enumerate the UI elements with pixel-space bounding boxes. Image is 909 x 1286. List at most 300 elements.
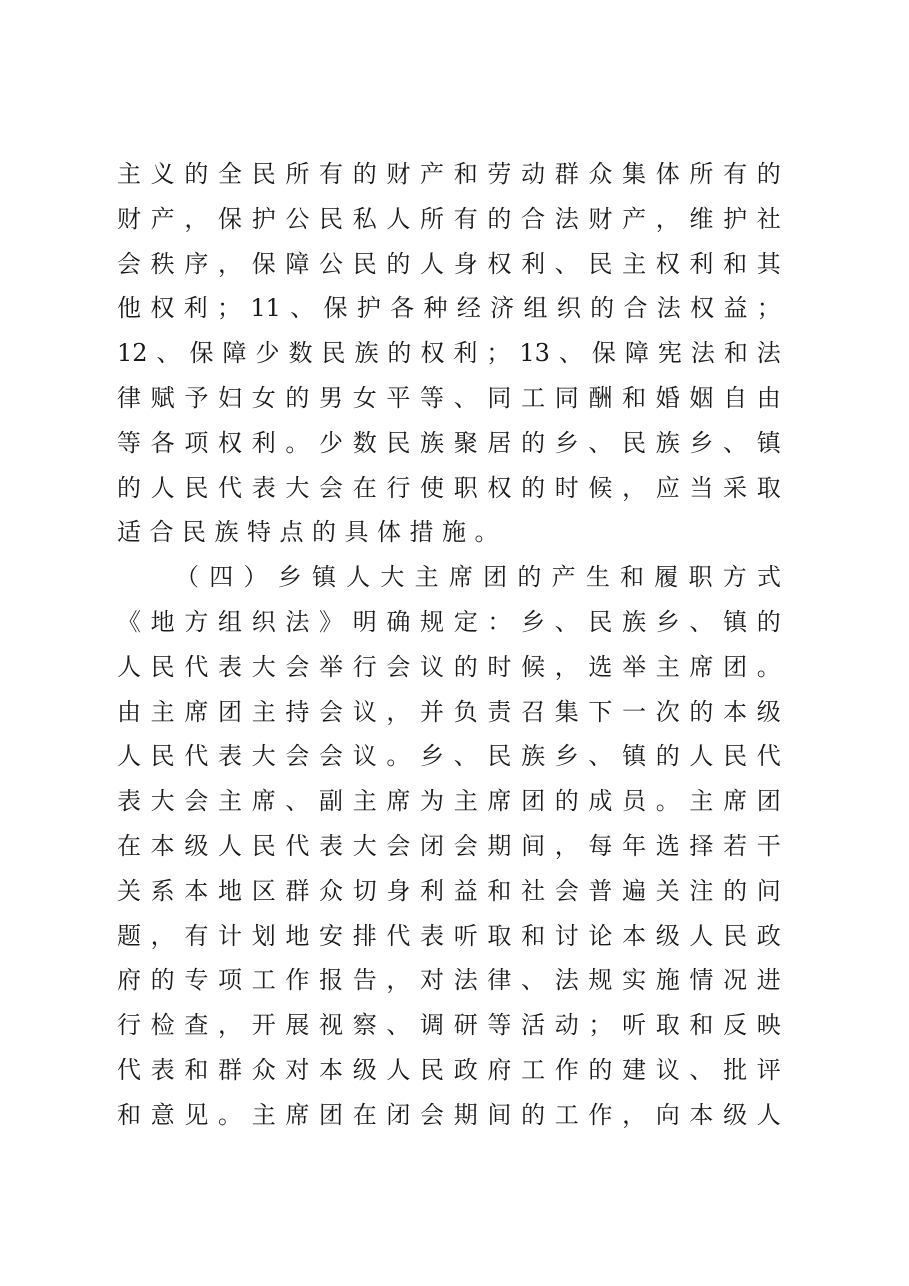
glyph: 的: [487, 204, 512, 233]
glyph: 的: [184, 160, 209, 188]
glyph: 所: [420, 204, 445, 233]
glyph: 普: [588, 876, 613, 905]
glyph: 镇: [756, 428, 781, 457]
glyph: ；: [588, 1011, 613, 1040]
glyph: 为: [420, 787, 445, 816]
glyph: 镇: [311, 563, 336, 592]
glyph: 利: [183, 294, 208, 323]
glyph: 计: [218, 921, 243, 950]
glyph: 定: [453, 607, 478, 636]
glyph: 级: [184, 831, 209, 860]
glyph: 群: [285, 876, 310, 905]
glyph: 一: [622, 697, 647, 726]
glyph: 人: [218, 831, 243, 860]
glyph: 民: [588, 249, 613, 278]
glyph: 群: [554, 160, 579, 188]
text-line: [117, 779, 781, 824]
glyph: 保: [323, 294, 348, 323]
glyph: 见: [184, 1100, 209, 1129]
glyph: 团: [521, 787, 546, 816]
glyph: 告: [352, 966, 377, 995]
glyph: 利: [251, 428, 276, 457]
glyph: 会: [285, 742, 310, 771]
glyph: 时: [487, 652, 512, 681]
glyph: 会: [554, 876, 579, 905]
glyph: 本: [319, 1055, 344, 1084]
glyph: 团: [756, 787, 781, 816]
glyph: 保: [189, 339, 214, 368]
glyph: 况: [723, 966, 748, 995]
glyph: 的: [387, 339, 412, 368]
glyph: 、: [723, 428, 748, 457]
glyph: 向: [655, 1100, 680, 1129]
glyph: 益: [453, 876, 478, 905]
glyph: 代: [184, 742, 209, 771]
glyph: 代: [285, 831, 310, 860]
glyph: 乡: [554, 428, 579, 457]
glyph: ，: [622, 1100, 647, 1129]
glyph: 听: [622, 1011, 647, 1040]
glyph: 、: [554, 249, 579, 278]
glyph: 行: [386, 473, 411, 502]
glyph: 民: [319, 204, 344, 233]
glyph: 每: [588, 831, 613, 860]
glyph: 民: [420, 1055, 445, 1084]
glyph: ；: [216, 294, 241, 323]
glyph: 集: [554, 697, 579, 726]
glyph: 身: [453, 249, 478, 278]
glyph: 在: [352, 473, 377, 502]
glyph: 表: [150, 1055, 175, 1084]
glyph: 产: [420, 160, 445, 188]
glyph: 期: [453, 1100, 478, 1129]
glyph: 动: [521, 160, 546, 188]
glyph: 表: [218, 742, 243, 771]
text-line: [117, 331, 781, 376]
glyph: 大: [380, 563, 405, 592]
glyph: 采: [723, 473, 748, 502]
glyph: 乡: [689, 428, 714, 457]
glyph: 等: [420, 383, 445, 412]
glyph: 取: [655, 1011, 680, 1040]
glyph: 组: [523, 294, 548, 323]
glyph: 所: [689, 160, 714, 188]
glyph: 各: [150, 428, 175, 457]
text-line: [117, 421, 781, 466]
glyph: 明: [352, 607, 377, 636]
glyph: 财: [386, 160, 411, 188]
glyph: 当: [689, 473, 714, 502]
glyph: 由: [756, 383, 781, 412]
glyph: 府: [117, 966, 141, 995]
glyph: 大: [285, 473, 310, 502]
glyph: 的: [521, 428, 546, 457]
glyph: 主: [655, 652, 680, 681]
glyph: 表: [117, 787, 141, 816]
glyph: 间: [521, 831, 546, 860]
glyph: 闭: [386, 1100, 411, 1129]
glyph: 择: [689, 831, 714, 860]
glyph: 。: [655, 787, 680, 816]
glyph: 族: [521, 742, 546, 771]
glyph: 级: [723, 1100, 748, 1129]
glyph: 席: [689, 652, 714, 681]
glyph: 时: [554, 473, 579, 502]
glyph: 席: [723, 787, 748, 816]
glyph: 使: [420, 473, 445, 502]
glyph: 律: [117, 383, 141, 412]
glyph: 经: [456, 294, 481, 323]
glyph: 律: [487, 966, 512, 995]
glyph: 员: [622, 787, 647, 816]
glyph: 地: [285, 921, 310, 950]
glyph: ，: [655, 204, 680, 233]
glyph: 济: [490, 294, 515, 323]
glyph: 的: [150, 966, 175, 995]
glyph: 男: [319, 383, 344, 412]
glyph: 、: [453, 742, 478, 771]
glyph: 少: [319, 428, 344, 457]
glyph: 组: [218, 607, 243, 636]
glyph: ）: [243, 563, 268, 592]
glyph: 取: [487, 921, 512, 950]
glyph: 席: [448, 563, 473, 592]
glyph: 情: [689, 966, 714, 995]
glyph: 会: [184, 787, 209, 816]
glyph: 镇: [723, 607, 748, 636]
glyph: 《: [117, 607, 141, 636]
glyph: 公: [319, 249, 344, 278]
glyph: 产: [622, 204, 647, 233]
glyph: 下: [588, 697, 613, 726]
glyph: 会: [285, 652, 310, 681]
glyph: 有: [319, 160, 344, 188]
glyph: 项: [184, 428, 209, 457]
glyph: 13: [519, 339, 550, 368]
glyph: 和: [487, 876, 512, 905]
glyph: 动: [554, 1011, 579, 1040]
text-line: [117, 242, 781, 287]
glyph: 府: [487, 1055, 512, 1084]
glyph: 大: [150, 787, 175, 816]
glyph: 居: [487, 428, 512, 457]
glyph: 级: [655, 921, 680, 950]
glyph: 12: [117, 339, 148, 368]
glyph: 问: [756, 876, 781, 905]
glyph: 合: [521, 204, 546, 233]
glyph: 主: [414, 563, 439, 592]
glyph: 划: [251, 921, 276, 950]
glyph: 候: [588, 473, 613, 502]
glyph: 的: [386, 249, 411, 278]
glyph: 展: [285, 1011, 310, 1040]
glyph: ：: [487, 607, 512, 636]
glyph: 议: [420, 652, 445, 681]
glyph: 。: [218, 1100, 243, 1129]
glyph: 法: [453, 966, 478, 995]
glyph: 建: [622, 1055, 647, 1084]
glyph: 遍: [622, 876, 647, 905]
glyph: 民: [723, 742, 748, 771]
glyph: 工: [521, 1055, 546, 1084]
glyph: 人: [117, 652, 141, 681]
glyph: 主: [251, 1100, 276, 1129]
glyph: 系: [150, 876, 175, 905]
glyph: 法: [554, 204, 579, 233]
glyph: 和: [521, 921, 546, 950]
glyph: 作: [588, 1100, 613, 1129]
glyph: 会: [386, 831, 411, 860]
glyph: 民: [386, 428, 411, 457]
glyph: 闭: [420, 831, 445, 860]
glyph: 大: [352, 831, 377, 860]
glyph: 听: [453, 921, 478, 950]
glyph: 。: [756, 652, 781, 681]
text-line: [117, 690, 781, 735]
glyph: 间: [487, 1100, 512, 1129]
glyph: 民: [487, 742, 512, 771]
glyph: 镇: [622, 742, 647, 771]
glyph: 序: [184, 249, 209, 278]
glyph: 主: [251, 697, 276, 726]
glyph: 报: [319, 966, 344, 995]
glyph: 权: [655, 249, 680, 278]
glyph: 本: [184, 876, 209, 905]
glyph: 会: [453, 831, 478, 860]
glyph: 题: [117, 921, 141, 950]
glyph: 干: [756, 831, 781, 860]
glyph: 实: [622, 966, 647, 995]
glyph: 女: [251, 383, 276, 412]
glyph: 人: [346, 563, 371, 592]
glyph: 社: [756, 204, 781, 233]
glyph: 自: [723, 383, 748, 412]
glyph: 权: [487, 249, 512, 278]
glyph: 反: [723, 1011, 748, 1040]
glyph: 工: [251, 966, 276, 995]
glyph: ，: [184, 204, 209, 233]
glyph: 体: [655, 160, 680, 188]
glyph: 职: [453, 473, 478, 502]
glyph: 的: [285, 383, 310, 412]
glyph: 主: [689, 787, 714, 816]
glyph: 平: [386, 383, 411, 412]
glyph: 选: [588, 652, 613, 681]
glyph: 、: [521, 966, 546, 995]
text-line: [117, 376, 781, 421]
glyph: 予: [184, 383, 209, 412]
text-line: [117, 152, 781, 197]
glyph: 身: [386, 876, 411, 905]
glyph: 等: [117, 428, 141, 457]
glyph: 权: [150, 294, 175, 323]
glyph: 四: [209, 563, 234, 592]
glyph: 席: [184, 697, 209, 726]
glyph: 产: [150, 204, 175, 233]
glyph: 察: [352, 1011, 377, 1040]
glyph: 席: [251, 787, 276, 816]
glyph: 权: [487, 473, 512, 502]
glyph: 会: [386, 652, 411, 681]
glyph: 工: [554, 1100, 579, 1129]
glyph: 全: [218, 160, 243, 188]
glyph: ，: [218, 1011, 243, 1040]
glyph: 乡: [521, 607, 546, 636]
glyph: 团: [218, 697, 243, 726]
glyph: 代: [386, 921, 411, 950]
glyph: 意: [150, 1100, 175, 1129]
glyph: 的: [521, 473, 546, 502]
glyph: 利: [420, 876, 445, 905]
glyph: 人: [386, 1055, 411, 1084]
glyph: 宪: [657, 339, 682, 368]
glyph: 族: [622, 607, 647, 636]
glyph: 其: [756, 249, 781, 278]
glyph: 取: [756, 473, 781, 502]
glyph: 法: [756, 339, 781, 368]
glyph: 权: [420, 339, 445, 368]
glyph: 人: [117, 742, 141, 771]
text-line: [117, 1048, 781, 1093]
glyph: 主: [352, 787, 377, 816]
glyph: 产: [551, 563, 576, 592]
glyph: 同: [487, 383, 512, 412]
glyph: 举: [622, 652, 647, 681]
glyph: 会: [117, 249, 141, 278]
glyph: 次: [655, 697, 680, 726]
glyph: 数: [288, 339, 313, 368]
glyph: 婚: [655, 383, 680, 412]
glyph: 地: [218, 876, 243, 905]
glyph: 的: [521, 1100, 546, 1129]
glyph: 若: [723, 831, 748, 860]
glyph: 障: [624, 339, 649, 368]
glyph: 民: [321, 339, 346, 368]
glyph: 同: [554, 383, 579, 412]
glyph: 的: [588, 1055, 613, 1084]
glyph: 区: [251, 876, 276, 905]
glyph: 注: [689, 876, 714, 905]
glyph: 赋: [150, 383, 175, 412]
glyph: 集: [622, 160, 647, 188]
glyph: 和: [184, 1055, 209, 1084]
glyph: 。: [386, 742, 411, 771]
glyph: 、: [588, 428, 613, 457]
glyph: 施: [655, 966, 680, 995]
glyph: 政: [453, 1055, 478, 1084]
glyph: 的: [554, 787, 579, 816]
glyph: 对: [420, 966, 445, 995]
glyph: ，: [218, 249, 243, 278]
glyph: 本: [723, 697, 748, 726]
glyph: 11: [250, 294, 281, 323]
glyph: ；: [486, 339, 511, 368]
glyph: 和: [622, 383, 647, 412]
glyph: 民: [150, 742, 175, 771]
glyph: 主: [117, 160, 141, 188]
glyph: 有: [723, 160, 748, 188]
glyph: 众: [251, 1055, 276, 1084]
glyph: 专: [184, 966, 209, 995]
glyph: 主: [453, 787, 478, 816]
glyph: 、: [554, 607, 579, 636]
glyph: 本: [150, 831, 175, 860]
glyph: ；: [756, 294, 781, 323]
glyph: 应: [655, 473, 680, 502]
glyph: 乡: [277, 563, 302, 592]
glyph: 、: [689, 1055, 714, 1084]
glyph: 人: [150, 473, 175, 502]
glyph: 劳: [487, 160, 512, 188]
glyph: 和: [620, 563, 645, 592]
glyph: 关: [117, 876, 141, 905]
glyph: 保: [591, 339, 616, 368]
glyph: 成: [588, 787, 613, 816]
glyph: 各: [390, 294, 415, 323]
glyph: 规: [420, 607, 445, 636]
glyph: 有: [184, 921, 209, 950]
glyph: 、: [558, 339, 583, 368]
glyph: 法: [690, 339, 715, 368]
text-line: [117, 197, 781, 242]
glyph: 表: [420, 921, 445, 950]
glyph: 维: [689, 204, 714, 233]
glyph: 利: [689, 249, 714, 278]
glyph: 的: [517, 563, 542, 592]
glyph: ，: [554, 831, 579, 860]
glyph: 民: [723, 921, 748, 950]
glyph: 社: [521, 876, 546, 905]
glyph: 在: [117, 831, 141, 860]
glyph: 的: [689, 697, 714, 726]
text-line: [117, 958, 781, 1003]
glyph: 代: [184, 652, 209, 681]
glyph: ，: [150, 921, 175, 950]
glyph: 民: [352, 249, 377, 278]
text-line: [117, 869, 781, 914]
glyph: 级: [756, 697, 781, 726]
glyph: 权: [218, 428, 243, 457]
glyph: 人: [689, 742, 714, 771]
glyph: 议: [655, 1055, 680, 1084]
glyph: 和: [453, 160, 478, 188]
glyph: 表: [218, 652, 243, 681]
glyph: 众: [319, 876, 344, 905]
glyph: 对: [285, 1055, 310, 1084]
glyph: 论: [588, 921, 613, 950]
glyph: 妇: [218, 383, 243, 412]
glyph: 人: [689, 921, 714, 950]
glyph: 负: [453, 697, 478, 726]
glyph: 公: [285, 204, 310, 233]
glyph: 团: [723, 652, 748, 681]
glyph: 方: [184, 607, 209, 636]
glyph: 视: [319, 1011, 344, 1040]
glyph: 聚: [453, 428, 478, 457]
glyph: 规: [588, 966, 613, 995]
glyph: 护: [723, 204, 748, 233]
glyph: 、: [290, 294, 315, 323]
glyph: 义: [150, 160, 175, 188]
glyph: 席: [386, 787, 411, 816]
text-line: 适合民族特点的具体措施。: [117, 518, 507, 547]
glyph: 、: [588, 742, 613, 771]
glyph: 乡: [655, 607, 680, 636]
glyph: 开: [251, 1011, 276, 1040]
glyph: ，: [622, 473, 647, 502]
glyph: 利: [521, 249, 546, 278]
glyph: 确: [386, 607, 411, 636]
